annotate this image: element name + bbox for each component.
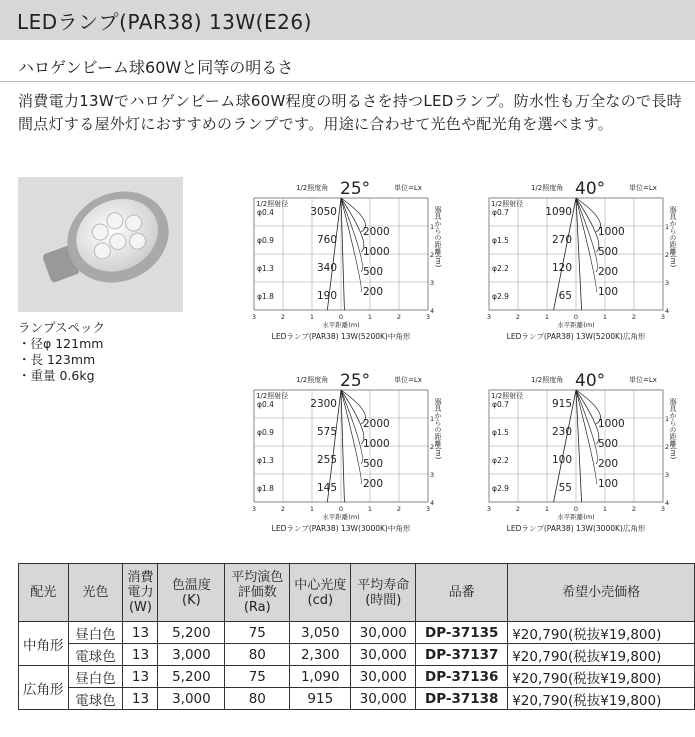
table-cell: ¥20,790(税抜¥19,800) (508, 688, 695, 710)
table-row (19, 622, 695, 644)
x-tick: 3 (486, 313, 492, 321)
y-tick: 3 (665, 279, 670, 287)
spec-diameter: ・径φ 121mm (18, 336, 104, 351)
table-cell: 13 (123, 688, 158, 710)
y-tick: 2 (665, 443, 670, 451)
radius-label: 1/2照射径 (256, 392, 289, 400)
beam-diagram-2 (483, 178, 683, 358)
spec-length: ・長 123mm (18, 352, 96, 367)
diameter-label: φ2.9 (492, 292, 509, 301)
half-angle-label: 1/2照度角 (531, 184, 564, 192)
y-tick: 2 (430, 443, 435, 451)
table-cell: 80 (225, 644, 290, 666)
table-cell: 30,000 (351, 688, 416, 710)
x-tick: 1 (544, 505, 550, 513)
horizontal-axis-label: 水平距離(m) (557, 321, 595, 329)
title-bar (0, 0, 695, 40)
contour-label: 2000 (363, 418, 390, 430)
contour-label: 200 (363, 478, 384, 490)
y-tick: 1 (430, 415, 435, 423)
radius-label: 1/2照射径 (256, 200, 289, 208)
table-cell: ¥20,790(税抜¥19,800) (508, 622, 695, 644)
x-tick: 2 (396, 505, 402, 513)
diagram-svg (248, 178, 448, 358)
x-tick: 0 (573, 313, 579, 321)
x-tick: 2 (396, 313, 402, 321)
contour-label: 1000 (363, 246, 390, 258)
center-illuminance: 340 (316, 262, 337, 274)
diameter-label: φ1.5 (492, 236, 509, 245)
divider (0, 81, 695, 82)
table-cell: ¥20,790(税抜¥19,800) (508, 666, 695, 688)
table-cell: 13 (123, 644, 158, 666)
center-illuminance: 760 (316, 234, 337, 246)
vertical-axis-label: 器具からの距離(m) (434, 206, 442, 268)
table-cell: 電球色 (68, 688, 123, 710)
table-cell: 昼白色 (68, 622, 123, 644)
contour-label: 200 (598, 266, 619, 278)
x-tick: 2 (515, 505, 521, 513)
x-tick: 3 (251, 313, 257, 321)
center-illuminance: 3050 (310, 206, 337, 218)
column-header: 消費 電力 (W) (123, 564, 158, 622)
y-tick: 3 (430, 471, 435, 479)
x-tick: 3 (660, 505, 666, 513)
table-cell: 3,050 (290, 622, 351, 644)
x-tick: 2 (631, 313, 637, 321)
center-illuminance: 915 (551, 398, 572, 410)
lamp-photo (18, 177, 183, 312)
center-illuminance: 190 (316, 290, 337, 302)
x-tick: 0 (338, 313, 344, 321)
beam-diagram-1 (248, 178, 448, 358)
y-tick: 2 (430, 251, 435, 259)
contour-label: 100 (598, 478, 619, 490)
diameter-label: φ1.5 (492, 428, 509, 437)
vertical-axis-label: 器具からの距離(m) (669, 206, 677, 268)
table-cell: 80 (225, 688, 290, 710)
y-tick: 4 (665, 499, 670, 507)
half-angle-label: 1/2照度角 (531, 376, 564, 384)
radius-label: 1/2照射径 (491, 200, 524, 208)
beam-diagram-4 (483, 370, 683, 550)
center-illuminance: 55 (558, 482, 572, 494)
column-header: 希望小売価格 (508, 564, 695, 622)
contour-label: 100 (598, 286, 619, 298)
diagram-caption: LEDランプ(PAR38) 13W(5200K)広角形 (506, 332, 646, 341)
column-header: 平均演色 評価数 (Ra) (225, 564, 290, 622)
contour-label: 500 (598, 246, 619, 258)
center-illuminance: 100 (551, 454, 572, 466)
half-angle-value: 25° (340, 371, 371, 391)
diameter-label: φ1.8 (257, 292, 274, 301)
half-angle-value: 25° (340, 179, 371, 199)
column-header: 色温度 (K) (158, 564, 225, 622)
diameter-label: φ0.7 (492, 400, 509, 409)
x-tick: 3 (251, 505, 257, 513)
x-tick: 2 (631, 505, 637, 513)
model-number-cell: DP-37137 (416, 644, 508, 666)
contour-label: 500 (598, 438, 619, 450)
x-tick: 3 (660, 313, 666, 321)
table-cell: 電球色 (68, 644, 123, 666)
table-cell: ¥20,790(税抜¥19,800) (508, 644, 695, 666)
diagram-caption: LEDランプ(PAR38) 13W(3000K)広角形 (506, 524, 646, 533)
table-cell: 2,300 (290, 644, 351, 666)
horizontal-axis-label: 水平距離(m) (557, 513, 595, 521)
table-cell: 13 (123, 666, 158, 688)
center-illuminance: 230 (551, 426, 572, 438)
center-illuminance: 120 (551, 262, 572, 274)
unit-label: 単位=Lx (629, 376, 657, 384)
horizontal-axis-label: 水平距離(m) (322, 513, 360, 521)
y-tick: 1 (665, 223, 670, 231)
x-tick: 3 (425, 313, 431, 321)
table-cell: 5,200 (158, 666, 225, 688)
beam-type-cell: 中角形 (19, 622, 69, 666)
model-number-cell: DP-37135 (416, 622, 508, 644)
half-angle-value: 40° (575, 179, 606, 199)
horizontal-axis-label: 水平距離(m) (322, 321, 360, 329)
beam-diagram-3 (248, 370, 448, 550)
center-illuminance: 65 (558, 290, 572, 302)
center-illuminance: 255 (316, 454, 337, 466)
y-tick: 1 (665, 415, 670, 423)
model-number-cell: DP-37136 (416, 666, 508, 688)
subtitle: ハロゲンビーム球60Wと同等の明るさ (18, 58, 294, 77)
diameter-label: φ0.7 (492, 208, 509, 217)
y-tick: 2 (665, 251, 670, 259)
model-number-cell: DP-37138 (416, 688, 508, 710)
beam-type-cell: 広角形 (19, 666, 69, 710)
x-tick: 1 (602, 313, 608, 321)
contour-label: 200 (363, 286, 384, 298)
table-row (19, 688, 695, 710)
y-tick: 1 (430, 223, 435, 231)
contour-label: 1000 (598, 418, 625, 430)
table-cell: 13 (123, 622, 158, 644)
x-tick: 3 (486, 505, 492, 513)
x-tick: 1 (309, 505, 315, 513)
diameter-label: φ2.2 (492, 264, 509, 273)
description: 消費電力13Wでハロゲンビーム球60W程度の明るさを持つLEDランプ。防水性も万全なので長時間点灯する屋外灯におすすめのランプです。用途に合わせて光色や配光角を選べます。 (18, 92, 682, 133)
column-header: 配光 (19, 564, 69, 622)
table-cell: 30,000 (351, 666, 416, 688)
diameter-label: φ1.3 (257, 456, 274, 465)
x-tick: 0 (338, 505, 344, 513)
center-illuminance: 1090 (545, 206, 572, 218)
contour-label: 1000 (363, 438, 390, 450)
y-tick: 3 (430, 279, 435, 287)
table-cell: 30,000 (351, 644, 416, 666)
y-tick: 4 (430, 307, 435, 315)
x-tick: 2 (515, 313, 521, 321)
half-angle-label: 1/2照度角 (296, 184, 329, 192)
diameter-label: φ0.9 (257, 428, 274, 437)
half-angle-value: 40° (575, 371, 606, 391)
contour-label: 1000 (598, 226, 625, 238)
spec-heading: ランプスペック (18, 320, 106, 335)
diagram-svg (483, 370, 683, 550)
diagram-svg (248, 370, 448, 550)
column-header: 光色 (68, 564, 123, 622)
table-cell: 915 (290, 688, 351, 710)
center-illuminance: 575 (316, 426, 337, 438)
contour-label: 500 (363, 266, 384, 278)
diagram-svg (483, 178, 683, 358)
unit-label: 単位=Lx (394, 376, 422, 384)
half-angle-label: 1/2照度角 (296, 376, 329, 384)
table-cell: 3,000 (158, 688, 225, 710)
diagram-caption: LEDランプ(PAR38) 13W(3000K)中角形 (271, 524, 411, 533)
diameter-label: φ2.9 (492, 484, 509, 493)
table-cell: 75 (225, 622, 290, 644)
table-cell: 30,000 (351, 622, 416, 644)
contour-label: 500 (363, 458, 384, 470)
spec-table (18, 563, 695, 710)
diagram-caption: LEDランプ(PAR38) 13W(5200K)中角形 (271, 332, 411, 341)
radius-label: 1/2照射径 (491, 392, 524, 400)
x-tick: 3 (425, 505, 431, 513)
table-cell: 5,200 (158, 622, 225, 644)
table-header-row (19, 564, 695, 622)
x-tick: 1 (602, 505, 608, 513)
page-title: LEDランプ(PAR38) 13W(E26) (17, 10, 312, 34)
table-cell: 1,090 (290, 666, 351, 688)
center-illuminance: 2300 (310, 398, 337, 410)
diameter-label: φ0.4 (257, 400, 274, 409)
center-illuminance: 145 (316, 482, 337, 494)
x-tick: 1 (309, 313, 315, 321)
column-header: 品番 (416, 564, 508, 622)
table-row (19, 644, 695, 666)
diameter-label: φ1.8 (257, 484, 274, 493)
vertical-axis-label: 器具からの距離(m) (669, 398, 677, 460)
y-tick: 3 (665, 471, 670, 479)
x-tick: 2 (280, 313, 286, 321)
table-row (19, 666, 695, 688)
diameter-label: φ0.4 (257, 208, 274, 217)
x-tick: 1 (367, 505, 373, 513)
x-tick: 1 (367, 313, 373, 321)
lamp-spec (18, 320, 105, 384)
y-tick: 4 (665, 307, 670, 315)
x-tick: 1 (544, 313, 550, 321)
table-cell: 昼白色 (68, 666, 123, 688)
x-tick: 0 (573, 505, 579, 513)
diameter-label: φ0.9 (257, 236, 274, 245)
center-illuminance: 270 (551, 234, 572, 246)
table-cell: 75 (225, 666, 290, 688)
x-tick: 2 (280, 505, 286, 513)
diameter-label: φ1.3 (257, 264, 274, 273)
diameter-label: φ2.2 (492, 456, 509, 465)
vertical-axis-label: 器具からの距離(m) (434, 398, 442, 460)
column-header: 中心光度 (cd) (290, 564, 351, 622)
spec-weight: ・重量 0.6kg (18, 368, 95, 383)
y-tick: 4 (430, 499, 435, 507)
column-header: 平均寿命 (時間) (351, 564, 416, 622)
table-cell: 3,000 (158, 644, 225, 666)
unit-label: 単位=Lx (629, 184, 657, 192)
unit-label: 単位=Lx (394, 184, 422, 192)
contour-label: 2000 (363, 226, 390, 238)
contour-label: 200 (598, 458, 619, 470)
